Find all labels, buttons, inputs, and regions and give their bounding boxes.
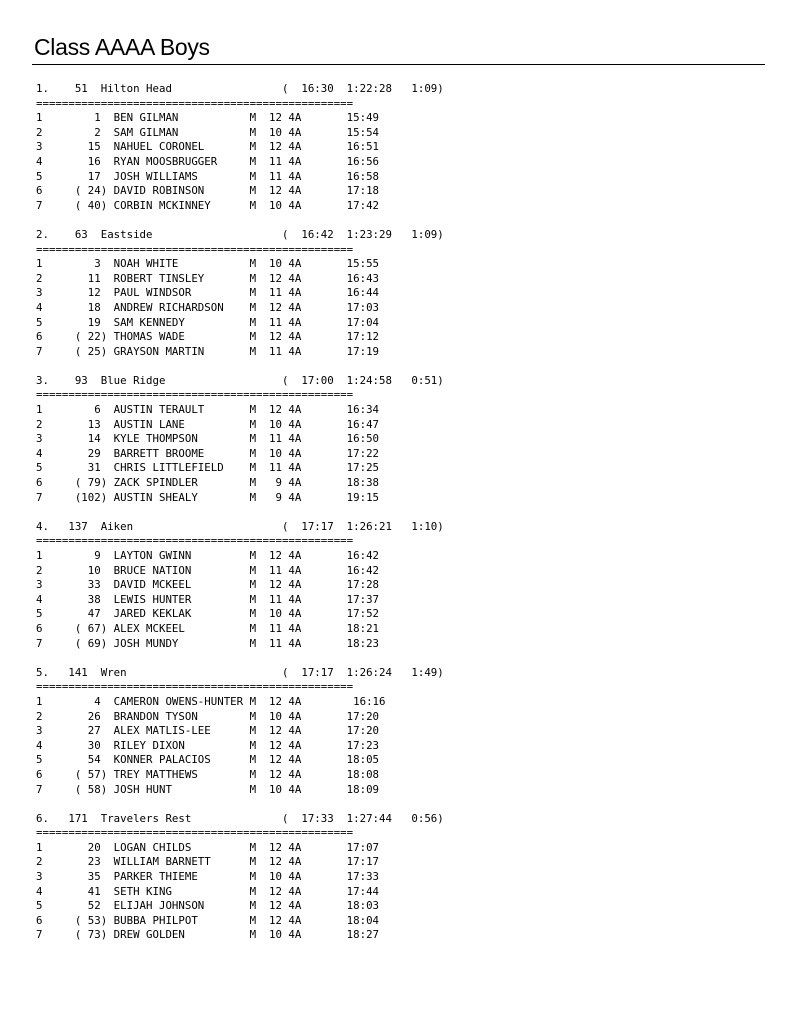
- team-header: 5. 141 Wren ( 17:17 1:26:24 1:49): [36, 665, 444, 679]
- runner-row: 4 38 LEWIS HUNTER M 11 4A 17:37: [36, 592, 380, 606]
- runner-row: 5 17 JOSH WILLIAMS M 11 4A 16:58: [36, 169, 380, 183]
- team-header: 3. 93 Blue Ridge ( 17:00 1:24:58 0:51): [36, 373, 444, 387]
- runner-row: 1 6 AUSTIN TERAULT M 12 4A 16:34: [36, 403, 380, 417]
- separator-line: =================================================: [36, 534, 354, 548]
- runner-row: 2 2 SAM GILMAN M 10 4A 15:54: [36, 125, 380, 139]
- runner-row: 6 ( 79) ZACK SPINDLER M 9 4A 18:38: [36, 476, 380, 490]
- runner-row: 5 47 JARED KEKLAK M 10 4A 17:52: [36, 607, 380, 621]
- runner-row: 6 ( 57) TREY MATTHEWS M 12 4A 18:08: [36, 767, 380, 781]
- team-block: [36, 228, 444, 359]
- runner-row: 6 ( 22) THOMAS WADE M 12 4A 17:12: [36, 330, 380, 344]
- runner-row: 4 41 SETH KING M 12 4A 17:44: [36, 884, 380, 898]
- runner-row: 3 14 KYLE THOMPSON M 11 4A 16:50: [36, 432, 380, 446]
- runner-row: 1 3 NOAH WHITE M 10 4A 15:55: [36, 257, 380, 271]
- team-block: [36, 374, 444, 505]
- team-block: [36, 82, 444, 213]
- title-divider: [32, 64, 765, 65]
- runner-row: 4 29 BARRETT BROOME M 10 4A 17:22: [36, 446, 380, 460]
- runner-row: 2 26 BRANDON TYSON M 10 4A 17:20: [36, 709, 380, 723]
- runner-row: 2 23 WILLIAM BARNETT M 12 4A 17:17: [36, 855, 380, 869]
- runner-row: 5 31 CHRIS LITTLEFIELD M 11 4A 17:25: [36, 461, 380, 475]
- runner-row: 7 ( 25) GRAYSON MARTIN M 11 4A 17:19: [36, 344, 380, 358]
- runner-row: 3 15 NAHUEL CORONEL M 12 4A 16:51: [36, 140, 380, 154]
- runner-row: 7 ( 58) JOSH HUNT M 10 4A 18:09: [36, 782, 380, 796]
- runner-row: 7 ( 69) JOSH MUNDY M 11 4A 18:23: [36, 636, 380, 650]
- team-results: [36, 82, 444, 943]
- runner-row: 1 1 BEN GILMAN M 12 4A 15:49: [36, 111, 380, 125]
- team-header: 2. 63 Eastside ( 16:42 1:23:29 1:09): [36, 227, 444, 241]
- runner-row: 4 30 RILEY DIXON M 12 4A 17:23: [36, 738, 380, 752]
- runner-row: 4 16 RYAN MOOSBRUGGER M 11 4A 16:56: [36, 154, 380, 168]
- separator-line: =================================================: [36, 680, 354, 694]
- runner-row: 4 18 ANDREW RICHARDSON M 12 4A 17:03: [36, 300, 380, 314]
- separator-line: =================================================: [36, 826, 354, 840]
- runner-row: 1 4 CAMERON OWENS-HUNTER M 12 4A 16:16: [36, 694, 386, 708]
- runner-row: 2 10 BRUCE NATION M 11 4A 16:42: [36, 563, 380, 577]
- separator-line: =================================================: [36, 242, 354, 256]
- runner-row: 6 ( 24) DAVID ROBINSON M 12 4A 17:18: [36, 184, 380, 198]
- runner-row: 1 20 LOGAN CHILDS M 12 4A 17:07: [36, 840, 380, 854]
- team-block: [36, 666, 444, 797]
- runner-row: 7 ( 40) CORBIN MCKINNEY M 10 4A 17:42: [36, 198, 380, 212]
- runner-row: 6 ( 67) ALEX MCKEEL M 11 4A 18:21: [36, 621, 380, 635]
- runner-row: 3 27 ALEX MATLIS-LEE M 12 4A 17:20: [36, 724, 380, 738]
- team-header: 1. 51 Hilton Head ( 16:30 1:22:28 1:09): [36, 82, 444, 95]
- runner-row: 3 12 PAUL WINDSOR M 11 4A 16:44: [36, 286, 380, 300]
- team-block: [36, 520, 444, 651]
- runner-row: 2 11 ROBERT TINSLEY M 12 4A 16:43: [36, 271, 380, 285]
- runner-row: 7 (102) AUSTIN SHEALY M 9 4A 19:15: [36, 490, 380, 504]
- runner-row: 3 33 DAVID MCKEEL M 12 4A 17:28: [36, 578, 380, 592]
- runner-row: 3 35 PARKER THIEME M 10 4A 17:33: [36, 870, 380, 884]
- separator-line: =================================================: [36, 388, 354, 402]
- team-header: 4. 137 Aiken ( 17:17 1:26:21 1:10): [36, 519, 444, 533]
- runner-row: 5 52 ELIJAH JOHNSON M 12 4A 18:03: [36, 899, 380, 913]
- page-title: Class AAAA Boys: [34, 34, 210, 60]
- runner-row: 5 19 SAM KENNEDY M 11 4A 17:04: [36, 315, 380, 329]
- runner-row: 5 54 KONNER PALACIOS M 12 4A 18:05: [36, 753, 380, 767]
- runner-row: 2 13 AUSTIN LANE M 10 4A 16:47: [36, 417, 380, 431]
- separator-line: =================================================: [36, 96, 354, 110]
- team-block: [36, 812, 444, 943]
- team-header: 6. 171 Travelers Rest ( 17:33 1:27:44 0:56): [36, 811, 444, 825]
- runner-row: 6 ( 53) BUBBA PHILPOT M 12 4A 18:04: [36, 913, 380, 927]
- runner-row: 7 ( 73) DREW GOLDEN M 10 4A 18:27: [36, 928, 380, 942]
- runner-row: 1 9 LAYTON GWINN M 12 4A 16:42: [36, 549, 380, 562]
